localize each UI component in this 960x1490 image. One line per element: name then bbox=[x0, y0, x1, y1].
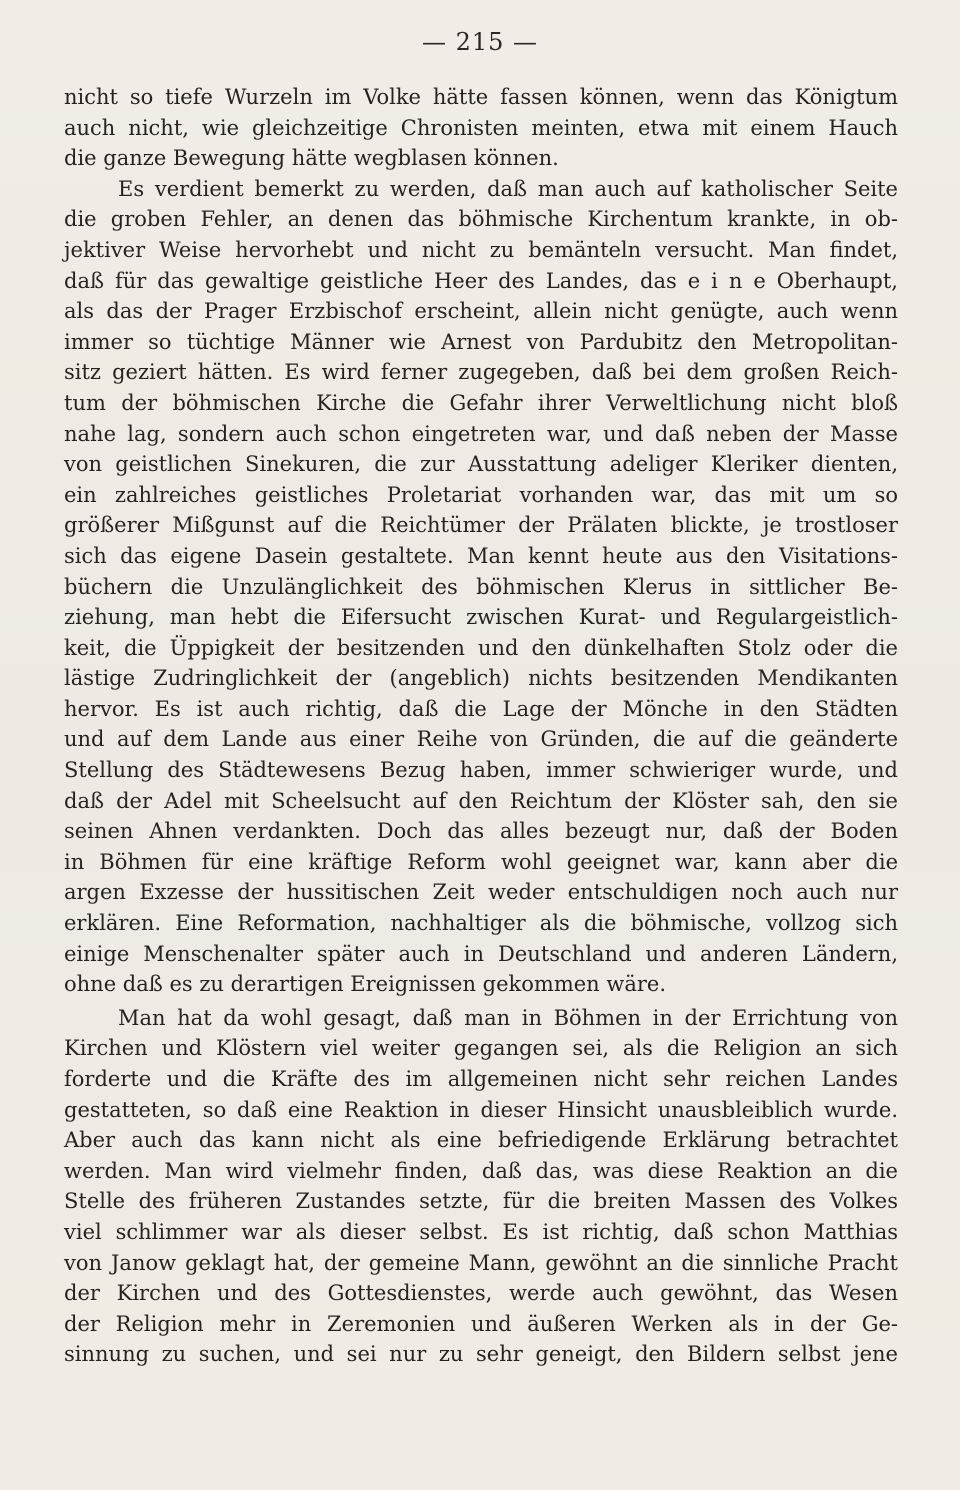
text-line: seinen Ahnen verdankten. Doch das alles bezeugt nur, daß der Boden bbox=[64, 819, 898, 844]
text-line: lästige Zudringlichkeit der (angeblich) nichts besitzenden Mendikanten bbox=[64, 666, 898, 691]
text-line: ohne daß es zu derartigen Ereignissen gekommen wäre. bbox=[64, 972, 667, 997]
text-line: in Böhmen für eine kräftige Reform wohl geeignet war, kann aber die bbox=[64, 849, 898, 874]
paragraph-2 bbox=[64, 174, 898, 1000]
text-line: jektiver Weise hervorhebt und nicht zu bemänteln versucht. Man findet, bbox=[64, 237, 898, 262]
text-line: nahe lag, sondern auch schon eingetreten war, und daß neben der Masse bbox=[64, 421, 898, 446]
text-line: büchern die Unzulänglichkeit des böhmischen Klerus in sittlicher Be- bbox=[64, 574, 898, 599]
text-line: einige Menschenalter später auch in Deutschland und anderen Ländern, bbox=[64, 941, 898, 966]
text-line: sitz geziert hätten. Es wird ferner zugegeben, daß bei dem großen Reich- bbox=[64, 360, 898, 385]
text-line: von geistlichen Sinekuren, die zur Ausstattung adeliger Kleriker dienten, bbox=[64, 452, 898, 477]
text-line: ein zahlreiches geistliches Proletariat vorhanden war, das mit um so bbox=[64, 482, 898, 507]
text-line: hervor. Es ist auch richtig, daß die Lage der Mönche in den Städten bbox=[64, 696, 898, 721]
text-line: daß für das gewaltige geistliche Heer des Landes, das e i n e Oberhaupt, bbox=[64, 268, 898, 293]
paragraph-1 bbox=[64, 82, 898, 174]
text-line: Aber auch das kann nicht als eine befriedigende Erklärung betrachtet bbox=[64, 1128, 898, 1153]
text-line: Stellung des Städtewesens Bezug haben, immer schwieriger wurde, und bbox=[64, 758, 898, 783]
text-line: größerer Mißgunst auf die Reichtümer der Prälaten blickte, je trostloser bbox=[64, 513, 898, 538]
text-line: argen Exzesse der hussitischen Zeit weder entschuldigen noch auch nur bbox=[64, 880, 898, 905]
text-line: gestatteten, so daß eine Reaktion in dieser Hinsicht unausbleiblich wurde. bbox=[64, 1097, 898, 1122]
page-number: — 215 — bbox=[421, 28, 539, 56]
paragraph-3 bbox=[64, 1003, 898, 1370]
text-line: der Kirchen und des Gottesdienstes, werde auch gewöhnt, das Wesen bbox=[64, 1281, 898, 1306]
text-line: als das der Prager Erzbischof erscheint, allein nicht genügte, auch wenn bbox=[64, 299, 898, 324]
text-line: Kirchen und Klöstern viel weiter gegangen sei, als die Religion an sich bbox=[64, 1036, 898, 1061]
text-line: der Religion mehr in Zeremonien und äußeren Werken als in der Ge- bbox=[64, 1311, 898, 1336]
text-line: von Janow geklagt hat, der gemeine Mann, gewöhnt an die sinnliche Pracht bbox=[64, 1250, 898, 1275]
text-line: die ganze Bewegung hätte wegblasen können. bbox=[64, 146, 559, 171]
text-line: sinnung zu suchen, und sei nur zu sehr geneigt, den Bildern selbst jene bbox=[64, 1342, 898, 1367]
text-line: werden. Man wird vielmehr finden, daß das, was diese Reaktion an die bbox=[64, 1158, 898, 1183]
body-text bbox=[64, 82, 898, 1370]
text-line: daß der Adel mit Scheelsucht auf den Reichtum der Klöster sah, den sie bbox=[64, 788, 898, 813]
text-line: nicht so tiefe Wurzeln im Volke hätte fassen können, wenn das Königtum bbox=[64, 85, 898, 109]
text-line: sich das eigene Dasein gestaltete. Man kennt heute aus den Visitations- bbox=[64, 543, 898, 568]
text-line: auch nicht, wie gleichzeitige Chronisten meinten, etwa mit einem Hauch bbox=[64, 115, 898, 140]
text-line: und auf dem Lande aus einer Reihe von Gründen, die auf die geänderte bbox=[64, 727, 898, 752]
text-line: erklären. Eine Reformation, nachhaltiger als die böhmische, vollzog sich bbox=[64, 911, 898, 936]
text-line: Stelle des früheren Zustandes setzte, für die breiten Massen des Volkes bbox=[64, 1189, 898, 1214]
text-line: ziehung, man hebt die Eifersucht zwischen Kurat- und Regulargeistlich- bbox=[64, 605, 898, 630]
text-line: Man hat da wohl gesagt, daß man in Böhmen in der Errichtung von bbox=[118, 1005, 898, 1030]
text-line: keit, die Üppigkeit der besitzenden und den dünkelhaften Stolz oder die bbox=[64, 635, 898, 660]
text-line: immer so tüchtige Männer wie Arnest von Pardubitz den Metropolitan- bbox=[64, 329, 898, 354]
text-line: tum der böhmischen Kirche die Gefahr ihrer Verweltlichung nicht bloß bbox=[64, 390, 898, 415]
text-line: die groben Fehler, an denen das böhmische Kirchentum krankte, in ob- bbox=[64, 207, 898, 232]
text-line: Es verdient bemerkt zu werden, daß man auch auf katholischer Seite bbox=[118, 176, 898, 201]
text-line: viel schlimmer war als dieser selbst. Es ist richtig, daß schon Matthias bbox=[64, 1219, 898, 1244]
text-line: forderte und die Kräfte des im allgemeinen nicht sehr reichen Landes bbox=[64, 1067, 898, 1091]
